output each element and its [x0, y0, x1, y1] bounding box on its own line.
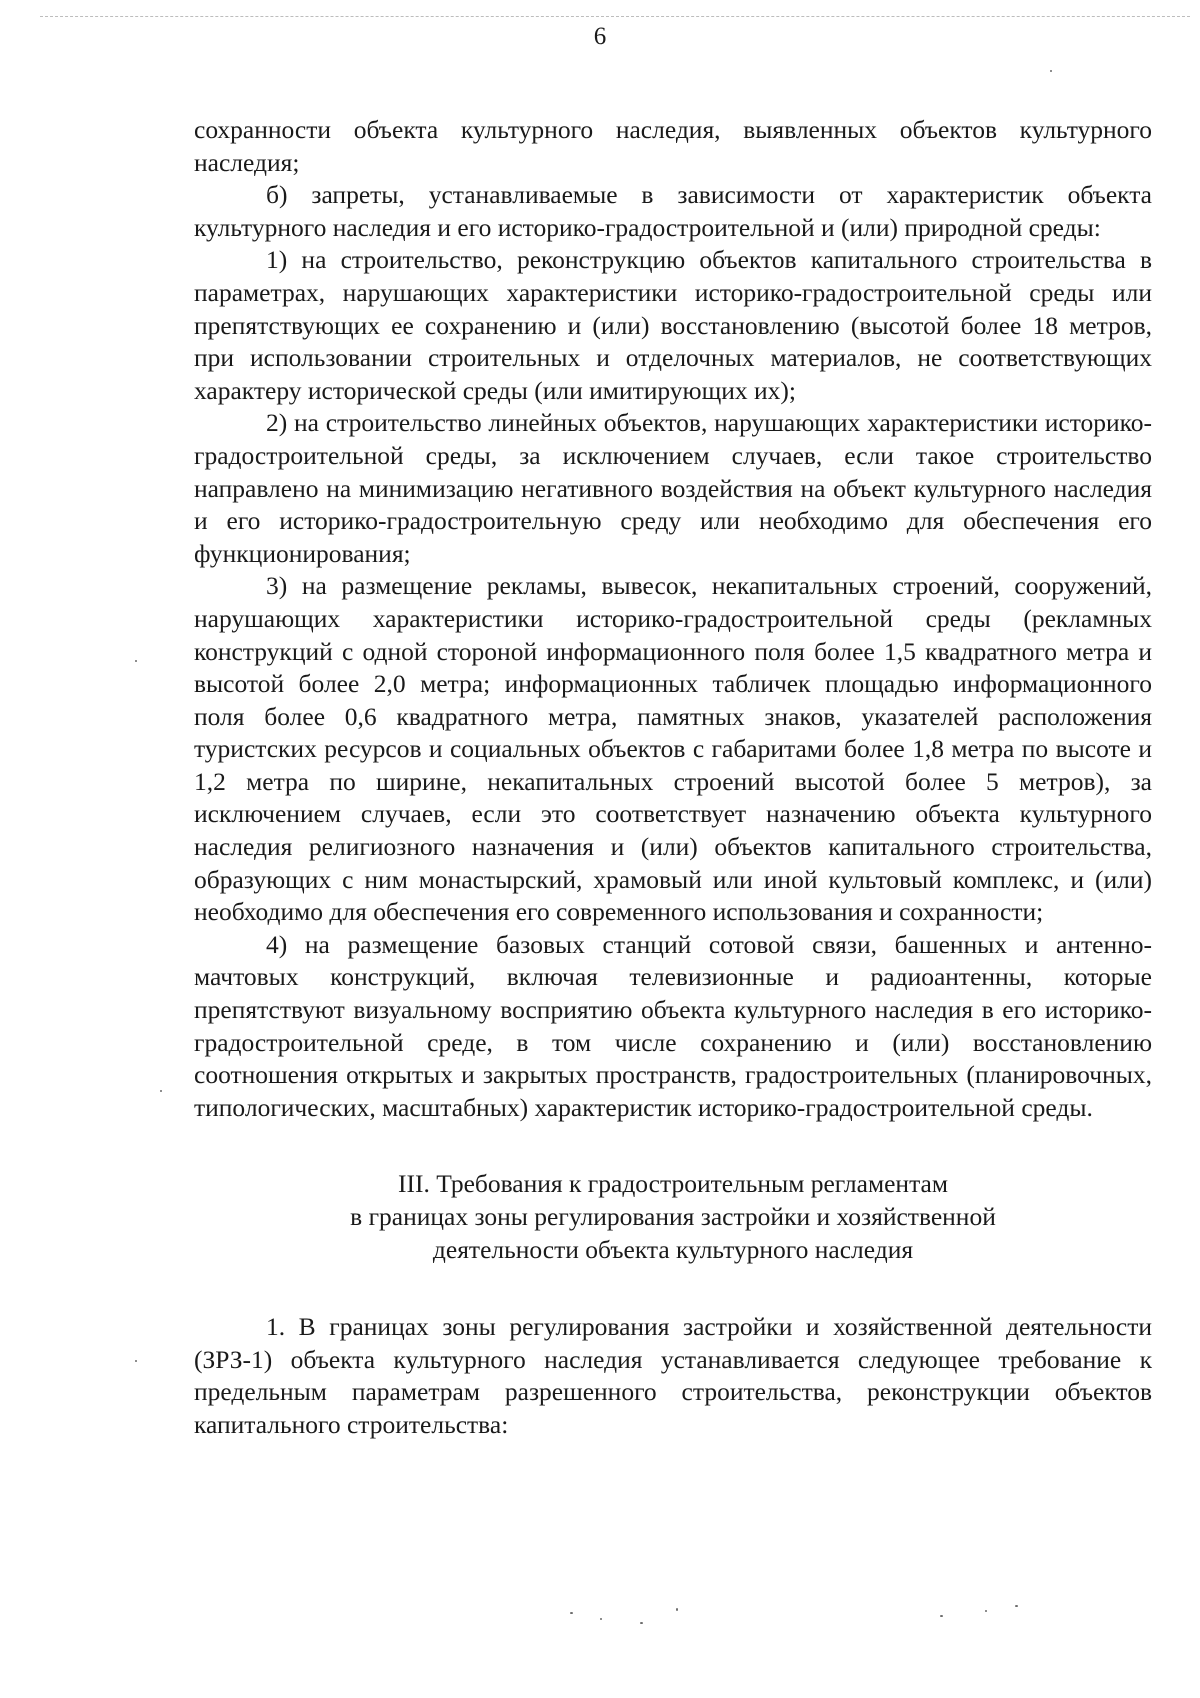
paragraph-item-3: 3) на размещение рекламы, вывесок, некапитальных строений, сооружений, нарушающих характеристики историко-градостроительной среды (рекламных конструкций с одной стороной информационного поля более 1,5 квадратного метра и высотой более 2,0 метра; информационных табличек площадью информационного поля более 0,6 квадратного метра, памятных знаков, указателей расположения туристских ресурсов и социальных объектов с габаритами более 1,8 метра по высоте и 1,2 метра по ширине, некапитальных строений высотой более 5 метров), за исключением случаев, если это соответствует назначению объекта культурного наследия религиозного назначения и (или) объектов капитального строительства, образующих с ним монастырский, храмовый или иной культовый комплекс, и (или) необходимо для обеспечения его современного использования и сохранности;	[194, 571, 1152, 927]
paragraph-item-1: 1) на строительство, реконструкцию объектов капитального строительства в параметрах, нарушающих характеристики историко-градостроительной среды или препятствующих ее сохранению и (или) восстановлению (высотой более 18 метров, при использовании строительных и отделочных материалов, не соответствующих характеру исторической среды (или имитирующих их);	[194, 245, 1152, 405]
section-heading-line-2: в границах зоны регулирования застройки и хозяйственной	[350, 1202, 996, 1231]
scan-speck	[135, 660, 137, 662]
scan-speck	[600, 1618, 602, 1620]
document-body	[194, 114, 1152, 1442]
scan-speck	[1050, 70, 1052, 72]
paragraph-section-item-1: 1. В границах зоны регулирования застройки и хозяйственной деятельности (ЗРЗ-1) объекта культурного наследия устанавливается следующее требование к предельным параметрам разрешенного строительства, реконструкции объектов капитального строительства:	[194, 1312, 1152, 1439]
section-heading	[194, 1168, 1152, 1266]
scan-top-edge	[40, 16, 1190, 17]
scan-speck	[160, 1090, 162, 1092]
paragraph-item-2: 2) на строительство линейных объектов, нарушающих характеристики историко-градостроительной среды, за исключением случаев, если такое строительство направлено на минимизацию негативного воздействия на объект культурного наследия и его историко-градостроительную среду или необходимо для обеспечения его функционирования;	[194, 408, 1152, 568]
scan-speck	[985, 1610, 987, 1612]
scan-speck	[135, 1360, 137, 1362]
section-heading-line-3: деятельности объекта культурного наследия	[432, 1234, 914, 1264]
page-number: 6	[593, 23, 607, 50]
paragraph-prohibitions: б) запреты, устанавливаемые в зависимости от характеристик объекта культурного наследия и его историко-градостроительной и (или) природной среды:	[194, 180, 1152, 242]
scan-speck	[676, 1608, 678, 1611]
scan-speck	[1015, 1605, 1018, 1607]
scan-speck	[940, 1615, 943, 1617]
paragraph-continuation: сохранности объекта культурного наследия, выявленных объектов культурного наследия;	[194, 115, 1152, 177]
paragraph-item-4: 4) на размещение базовых станций сотовой связи, башенных и антенно-мачтовых конструкций, включая телевизионные и радиоантенны, которые препятствуют визуальному восприятию объекта культурного наследия в его историко-градостроительной среде, в том числе сохранению и (или) восстановлению соотношения открытых и закрытых пространств, градостроительных (планировочных, типологических, масштабных) характеристик историко-градостроительной среды.	[194, 929, 1152, 1122]
section-heading-line-1: III. Требования к градостроительным регламентам	[397, 1169, 948, 1199]
scan-speck	[640, 1622, 643, 1624]
scan-speck	[570, 1612, 573, 1614]
